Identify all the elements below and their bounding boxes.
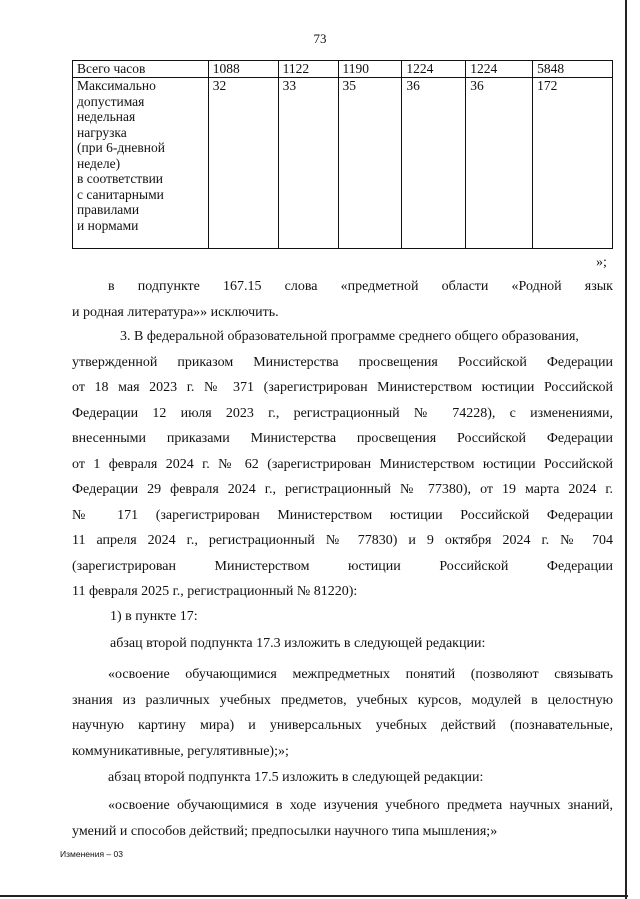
paragraph-line: «освоение обучающимися межпредметных понятий (позволяют связывать xyxy=(108,667,613,682)
paragraph-line: № 171 (зарегистрирован Министерством юстиции Российской Федерации xyxy=(72,507,613,523)
table-cell: 32 xyxy=(208,78,278,249)
paragraph-line: 11 апреля 2024 г., регистрационный № 77830) и 9 октября 2024 г. № 704 xyxy=(72,533,613,548)
table-row-label xyxy=(73,78,209,249)
paragraph-line: знания из различных учебных предметов, учебных курсов, модулей в целостную xyxy=(72,692,613,708)
label-line: нагрузка xyxy=(77,124,127,140)
label-line: Максимально xyxy=(77,78,156,93)
table-row-label: Всего часов xyxy=(73,61,209,78)
table-cell: 1190 xyxy=(338,61,402,78)
paragraph-line: (зарегистрирован Министерством юстиции Российской Федерации xyxy=(72,558,613,574)
item-subpoint-17-3: абзац второй подпункта 17.3 изложить в следующей редакции: xyxy=(110,636,486,651)
paragraph-line: от 18 мая 2023 г. № 371 (зарегистрирован Министерством юстиции Российской xyxy=(72,380,613,395)
paragraph-exclusion xyxy=(72,274,613,325)
paragraph-line: Федерации 12 июля 2023 г., регистрационный № 74228), с изменениями, xyxy=(72,405,613,421)
table-cell: 36 xyxy=(402,78,466,249)
table-cell: 1088 xyxy=(208,61,278,78)
label-line: и нормами xyxy=(77,217,139,233)
item-subpoint-17-5: абзац второй подпункта 17.5 изложить в следующей редакции: xyxy=(108,770,484,785)
label-line: в соответствии xyxy=(77,171,164,186)
item-point-17: 1) в пункте 17: xyxy=(110,609,198,624)
paragraph-line: в подпункте 167.15 слова «предметной области «Родной язык xyxy=(108,279,613,294)
label-line: (при 6-дневной xyxy=(77,140,165,155)
hours-table xyxy=(72,60,613,249)
table-cell: 1224 xyxy=(402,61,466,78)
table-cell: 33 xyxy=(278,78,338,249)
paragraph-line: 3. В федеральной образовательной программе среднего общего образования, xyxy=(120,329,579,344)
label-line: правилами xyxy=(77,202,140,217)
table-cell: 172 xyxy=(533,78,613,249)
quote-17-3 xyxy=(72,662,613,764)
table-cell: 36 xyxy=(466,78,533,249)
table-end-mark: »; xyxy=(596,255,607,270)
paragraph-line: 11 февраля 2025 г., регистрационный № 81220): xyxy=(72,584,358,599)
paragraph-line: внесенными приказами Министерства просвещения Российской Федерации xyxy=(72,431,613,446)
table-cell: 1122 xyxy=(278,61,338,78)
paragraph-line: Федерации 29 февраля 2024 г., регистрационный № 77380), от 19 марта 2024 г. xyxy=(72,482,613,497)
label-line: с санитарными xyxy=(77,186,164,202)
paragraph-line: научную картину мира) и универсальных учебных действий (познавательные, xyxy=(72,718,613,733)
page-bottom-border xyxy=(0,895,628,897)
paragraph-line: умений и способов действий; предпосылки научного типа мышления;» xyxy=(72,823,498,839)
table-cell: 5848 xyxy=(533,61,613,78)
table-cell: 1224 xyxy=(466,61,533,78)
paragraph-section-3 xyxy=(72,324,613,605)
label-line: допустимая xyxy=(77,93,145,109)
quote-17-5 xyxy=(72,793,613,844)
paragraph-line: «освоение обучающимися в ходе изучения учебного предмета научных знаний, xyxy=(108,798,613,813)
label-line: недельная xyxy=(77,109,136,124)
page-number: 73 xyxy=(313,31,327,46)
paragraph-line: коммуникативные, регулятивные);»; xyxy=(72,743,289,759)
page-right-border xyxy=(625,0,627,899)
label-line: неделе) xyxy=(77,155,121,171)
paragraph-line: утвержденной приказом Министерства просвещения Российской Федерации xyxy=(72,354,613,370)
table-row xyxy=(73,78,613,249)
footer-note: Изменения – 03 xyxy=(60,849,123,859)
paragraph-line: и родная литература»» исключить. xyxy=(72,304,279,320)
table-cell: 35 xyxy=(338,78,402,249)
table-row xyxy=(73,61,613,78)
paragraph-line: от 1 февраля 2024 г. № 62 (зарегистрирован Министерством юстиции Российской xyxy=(72,456,613,472)
